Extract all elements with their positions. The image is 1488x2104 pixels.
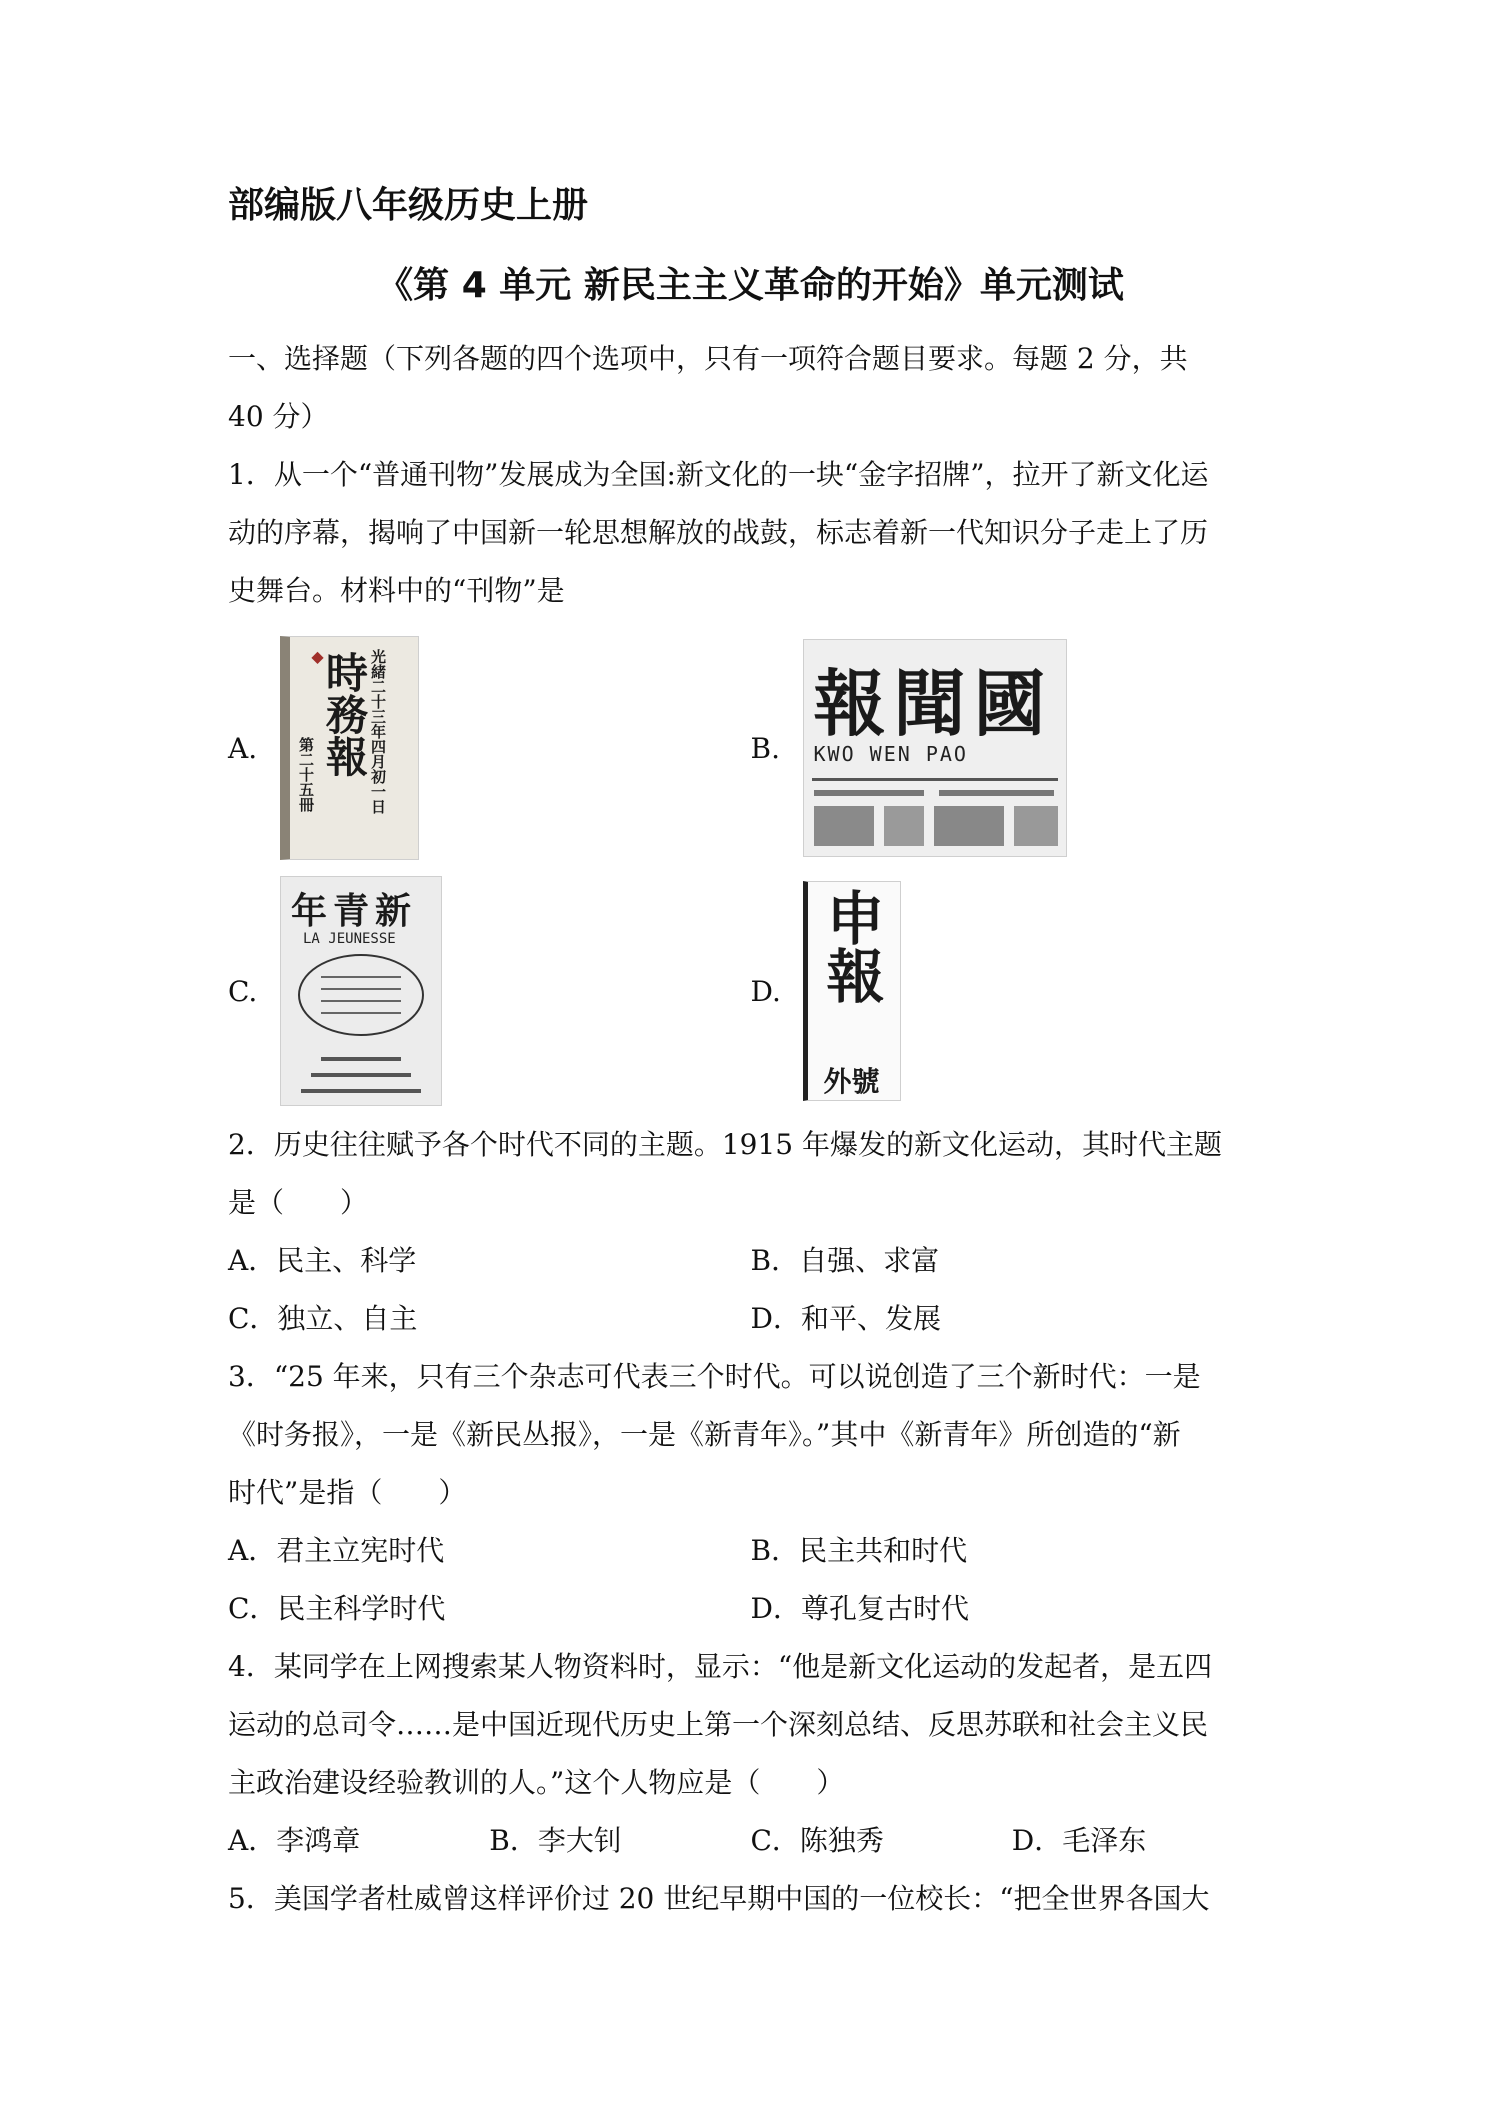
option-label: C.: [228, 974, 258, 1008]
newspaper-title-text: 國聞報: [813, 662, 1054, 746]
option-c[interactable]: C．陈独秀: [750, 1824, 884, 1857]
question-text-line: 《时务报》，一是《新民丛报》，一是《新青年》。”其中《新青年》所创造的“新: [228, 1418, 1181, 1451]
newspaper-xinqingnian-image: [280, 876, 442, 1106]
question-text-line: 是（ ）: [228, 1186, 369, 1219]
option-b[interactable]: B．李大钊: [489, 1824, 622, 1857]
newspaper-bottom-text: 外號: [823, 1065, 880, 1098]
document-title: 部编版八年级历史上册: [228, 185, 589, 226]
question-text-line: 时代”是指（ ）: [228, 1476, 467, 1509]
section-heading-line: 一、选择题（下列各题的四个选项中，只有一项符合题目要求。每题 2 分，共: [228, 342, 1188, 375]
question-text-line: 运动的总司令……是中国近现代历史上第一个深刻总结、反思苏联和社会主义民: [228, 1708, 1209, 1741]
newspaper-side-text: 光緒二十三年四月初一日: [369, 649, 387, 814]
option-b[interactable]: B．自强、求富: [750, 1244, 940, 1277]
question-text-line: 3．“25 年来，只有三个杂志可代表三个时代。可以说创造了三个新时代：一是: [228, 1360, 1201, 1393]
newspaper-shenbao-image: [803, 881, 901, 1101]
question-text-line: 1．从一个“普通刊物”发展成为全国:新文化的一块“金字招牌”，拉开了新文化运: [228, 458, 1209, 491]
document-subtitle: 《第 4 单元 新民主主义革命的开始》单元测试: [377, 265, 1124, 306]
question-3: [228, 1348, 1273, 1638]
image-option-c[interactable]: [228, 876, 751, 1106]
option-a[interactable]: A．君主立宪时代: [228, 1534, 445, 1567]
option-b[interactable]: B．民主共和时代: [750, 1534, 968, 1567]
question-text-line: 主政治建设经验教训的人。”这个人物应是（ ）: [228, 1766, 845, 1799]
section-heading-line: 40 分）: [228, 400, 329, 433]
document-page: [228, 180, 1273, 1928]
question-text-line: 史舞台。材料中的“刊物”是: [228, 574, 565, 607]
question-2: [228, 1116, 1273, 1348]
newspaper-title-text: 新青年: [291, 891, 418, 932]
option-label: A.: [228, 731, 258, 765]
option-d[interactable]: D．毛泽东: [1011, 1824, 1147, 1857]
stamp-text: ◆: [308, 647, 327, 666]
image-option-row: [228, 636, 1273, 860]
newspaper-roman-text: LA JEUNESSE: [303, 931, 396, 947]
option-a[interactable]: A．李鸿章: [228, 1824, 361, 1857]
question-text-line: 动的序幕，揭响了中国新一轮思想解放的战鼓，标志着新一代知识分子走上了历: [228, 516, 1209, 549]
question-text-line: 5．美国学者杜威曾这样评价过 20 世纪早期中国的一位校长：“把全世界各国大: [228, 1882, 1210, 1915]
option-a[interactable]: A．民主、科学: [228, 1244, 417, 1277]
question-4: [228, 1638, 1273, 1870]
newspaper-title-text: 申報: [816, 888, 885, 1004]
option-c[interactable]: C．独立、自主: [228, 1302, 418, 1335]
newsprint-texture: [804, 640, 1066, 856]
question-1: [228, 446, 1273, 1106]
newspaper-guowenbao-image: [803, 639, 1067, 857]
option-d[interactable]: D．尊孔复古时代: [750, 1592, 969, 1625]
option-d[interactable]: D．和平、发展: [750, 1302, 941, 1335]
image-option-a[interactable]: [228, 636, 751, 860]
question-text-line: 2．历史往往赋予各个时代不同的主题。1915 年爆发的新文化运动，其时代主题: [228, 1128, 1222, 1161]
question-text-line: 4．某同学在上网搜索某人物资料时，显示：“他是新文化运动的发起者，是五四: [228, 1650, 1213, 1683]
option-row: [228, 1232, 1273, 1290]
option-label: B.: [750, 731, 780, 765]
newspaper-title-text: 時務報: [320, 651, 369, 777]
section-heading: [228, 330, 1273, 446]
newspaper-bottom-text: 第二十五冊: [297, 737, 315, 812]
option-row: [228, 1522, 1273, 1580]
cover-ornament: [281, 877, 441, 1105]
question-5: [228, 1870, 1273, 1928]
image-option-row: [228, 876, 1273, 1106]
image-option-d[interactable]: [751, 881, 1274, 1101]
option-row: [228, 1290, 1273, 1348]
image-option-b[interactable]: [751, 639, 1274, 857]
option-label: D.: [750, 974, 781, 1008]
newspaper-roman-text: KWO WEN PAO: [813, 742, 968, 766]
option-row: [228, 1580, 1273, 1638]
newspaper-shiwubao-image: [280, 636, 419, 860]
option-c[interactable]: C．民主科学时代: [228, 1592, 446, 1625]
option-row: [228, 1812, 1273, 1870]
